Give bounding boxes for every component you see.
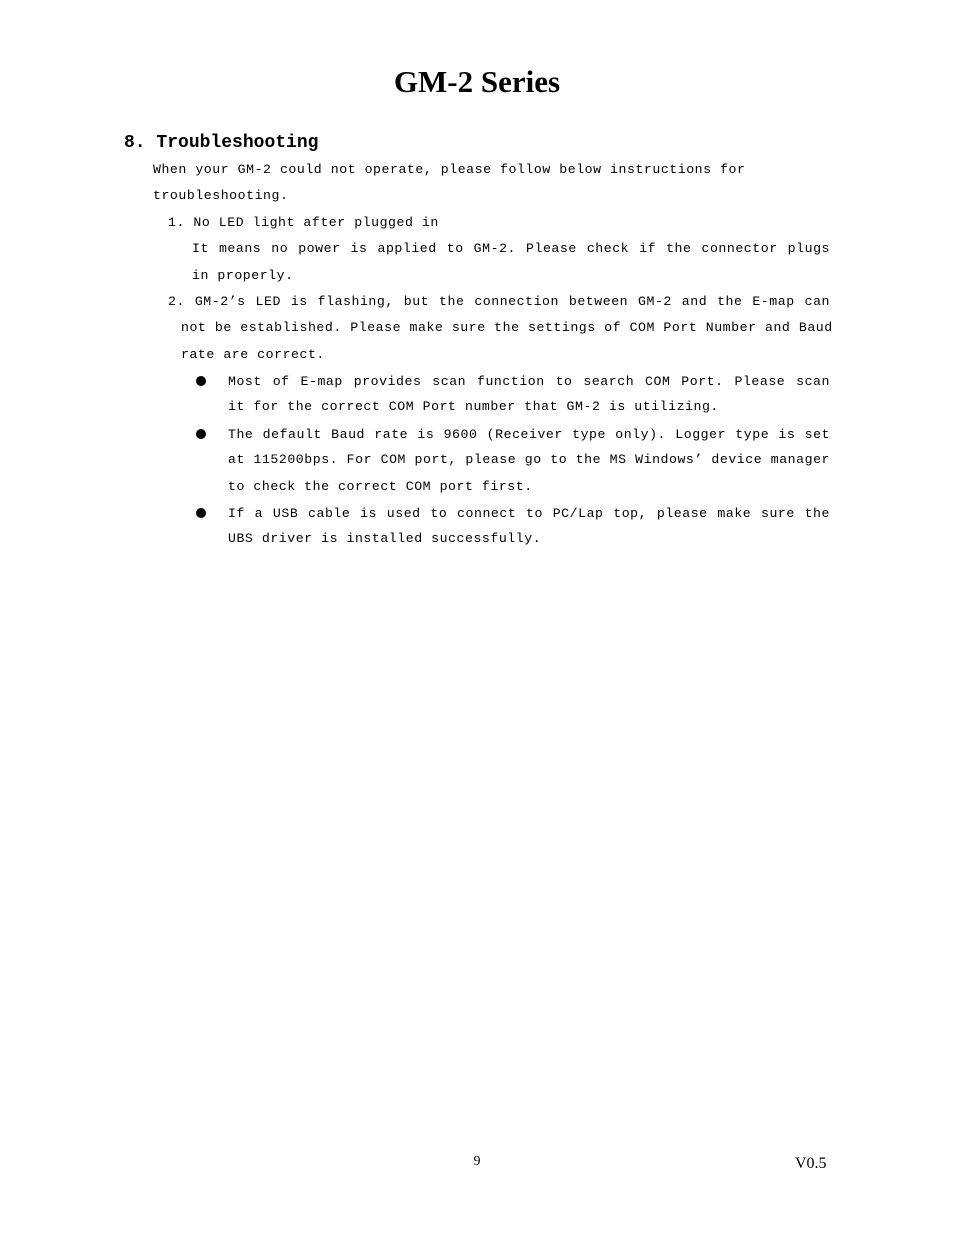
item2-line-3: rate are correct. [181,347,325,362]
bullet-2-line-2: at 115200bps. For COM port, please go to the MS Windows’ device manager [228,452,830,467]
bullet-3-line-2: UBS driver is installed successfully. [228,531,542,546]
section-number: 8. [124,133,146,153]
version-label: V0.5 [795,1155,827,1172]
bullet-3-icon [196,508,206,518]
intro-line-2: troubleshooting. [153,188,289,203]
item2-line-1: 2. GM-2’s LED is flashing, but the connection between GM-2 and the E-map can [168,294,830,309]
intro-line-1: When your GM-2 could not operate, please follow below instructions for [153,162,746,177]
section-heading [124,132,318,154]
bullet-1-icon [196,376,206,386]
bullet-2-line-1: The default Baud rate is 9600 (Receiver type only). Logger type is set [228,427,830,442]
page-title: GM-2 Series [393,64,561,99]
section-title: Troubleshooting [156,133,319,153]
page-number: 9 [473,1154,481,1169]
bullet-2-icon [196,429,206,439]
bullet-2-line-3: to check the correct COM port first. [228,479,533,494]
bullet-3-line-1: If a USB cable is used to connect to PC/Lap top, please make sure the [228,506,830,521]
item2-line-2: not be established. Please make sure the settings of COM Port Number and Baud [181,320,833,335]
item1-heading: 1. No LED light after plugged in [168,215,439,230]
item1-line-2: in properly. [192,268,294,283]
bullet-1-line-2: it for the correct COM Port number that GM-2 is utilizing. [228,399,719,414]
bullet-1-line-1: Most of E-map provides scan function to search COM Port. Please scan [228,374,830,389]
item1-line-1: It means no power is applied to GM-2. Please check if the connector plugs [192,241,830,256]
